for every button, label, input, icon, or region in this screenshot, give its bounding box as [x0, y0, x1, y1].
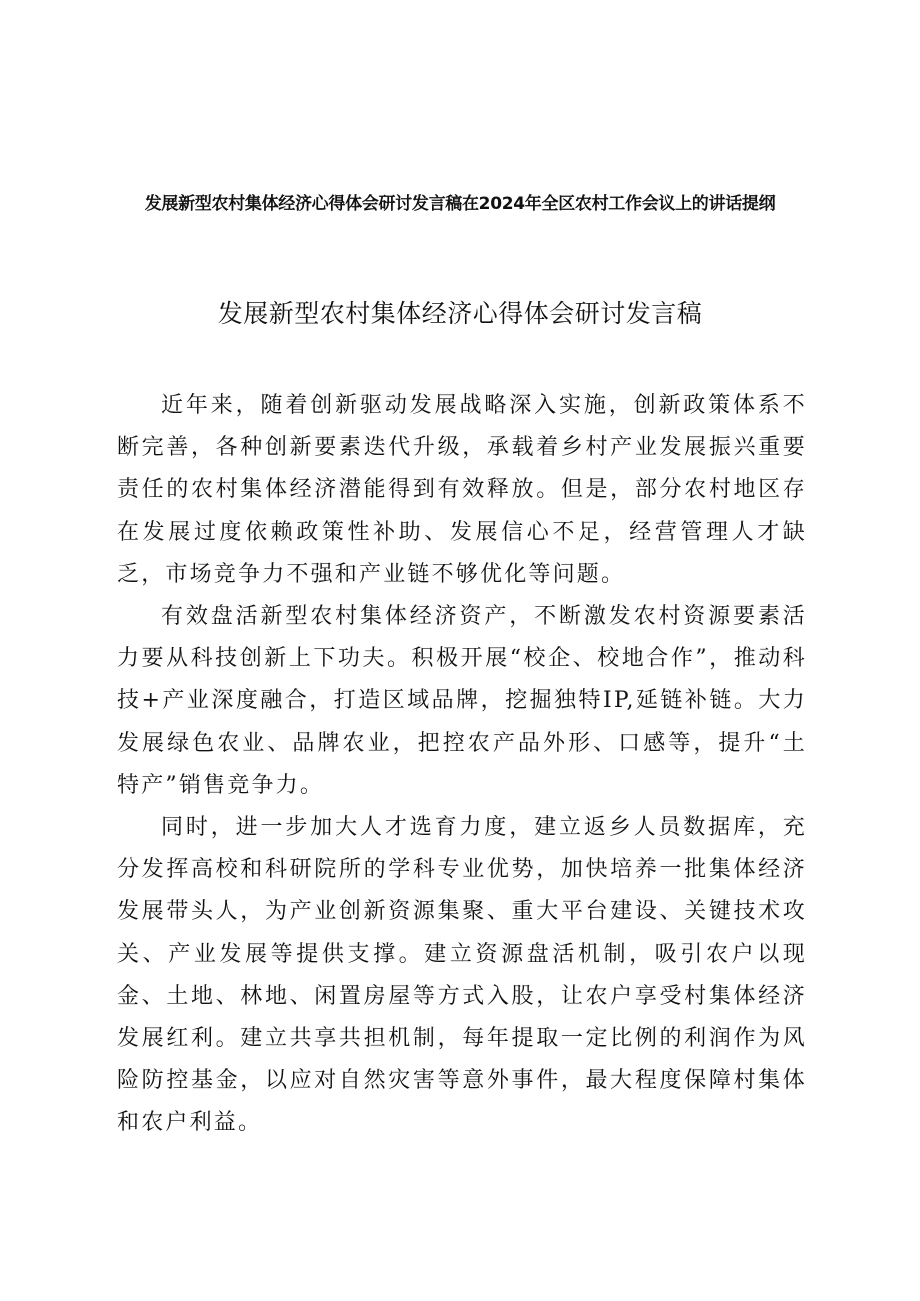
paragraph-2: 有效盘活新型农村集体经济资产，不断激发农村资源要素活力要从科技创新上下功夫。积极开展“校企、校地合作”，推动科技+产业深度融合，打造区域品牌，挖掘独特IP,延链补链。大力发展绿色农业、品牌农业，把控农产品外形、口感等，提升“土特产”销售竞争力。 [117, 604, 807, 798]
document-header: 发展新型农村集体经济心得体会研讨发言稿在2024年全区农村工作会议上的讲话提纲 [144, 194, 776, 214]
paragraph-3: 同时，进一步加大人才选育力度，建立返乡人员数据库，充分发挥高校和科研院所的学科专业优势，加快培养一批集体经济发展带头人，为产业创新资源集聚、重大平台建设、关键技术攻关、产业发展等提供支撑。建立资源盘活机制，吸引农户以现金、土地、林地、闲置房屋等方式入股，让农户享受村集体经济发展红利。建立共享共担机制，每年提取一定比例的利润作为风险防控基金，以应对自然灾害等意外事件，最大程度保障村集体和农户利益。 [117, 815, 807, 1136]
paragraph-1: 近年来，随着创新驱动发展战略深入实施，创新政策体系不断完善，各种创新要素迭代升级，承载着乡村产业发展振兴重要责任的农村集体经济潜能得到有效释放。但是，部分农村地区存在发展过度依赖政策性补助、发展信心不足，经营管理人才缺乏，市场竞争力不强和产业链不够优化等问题。 [117, 393, 807, 587]
document-body [117, 385, 807, 1145]
document-title: 发展新型农村集体经济心得体会研讨发言稿 [217, 299, 703, 328]
